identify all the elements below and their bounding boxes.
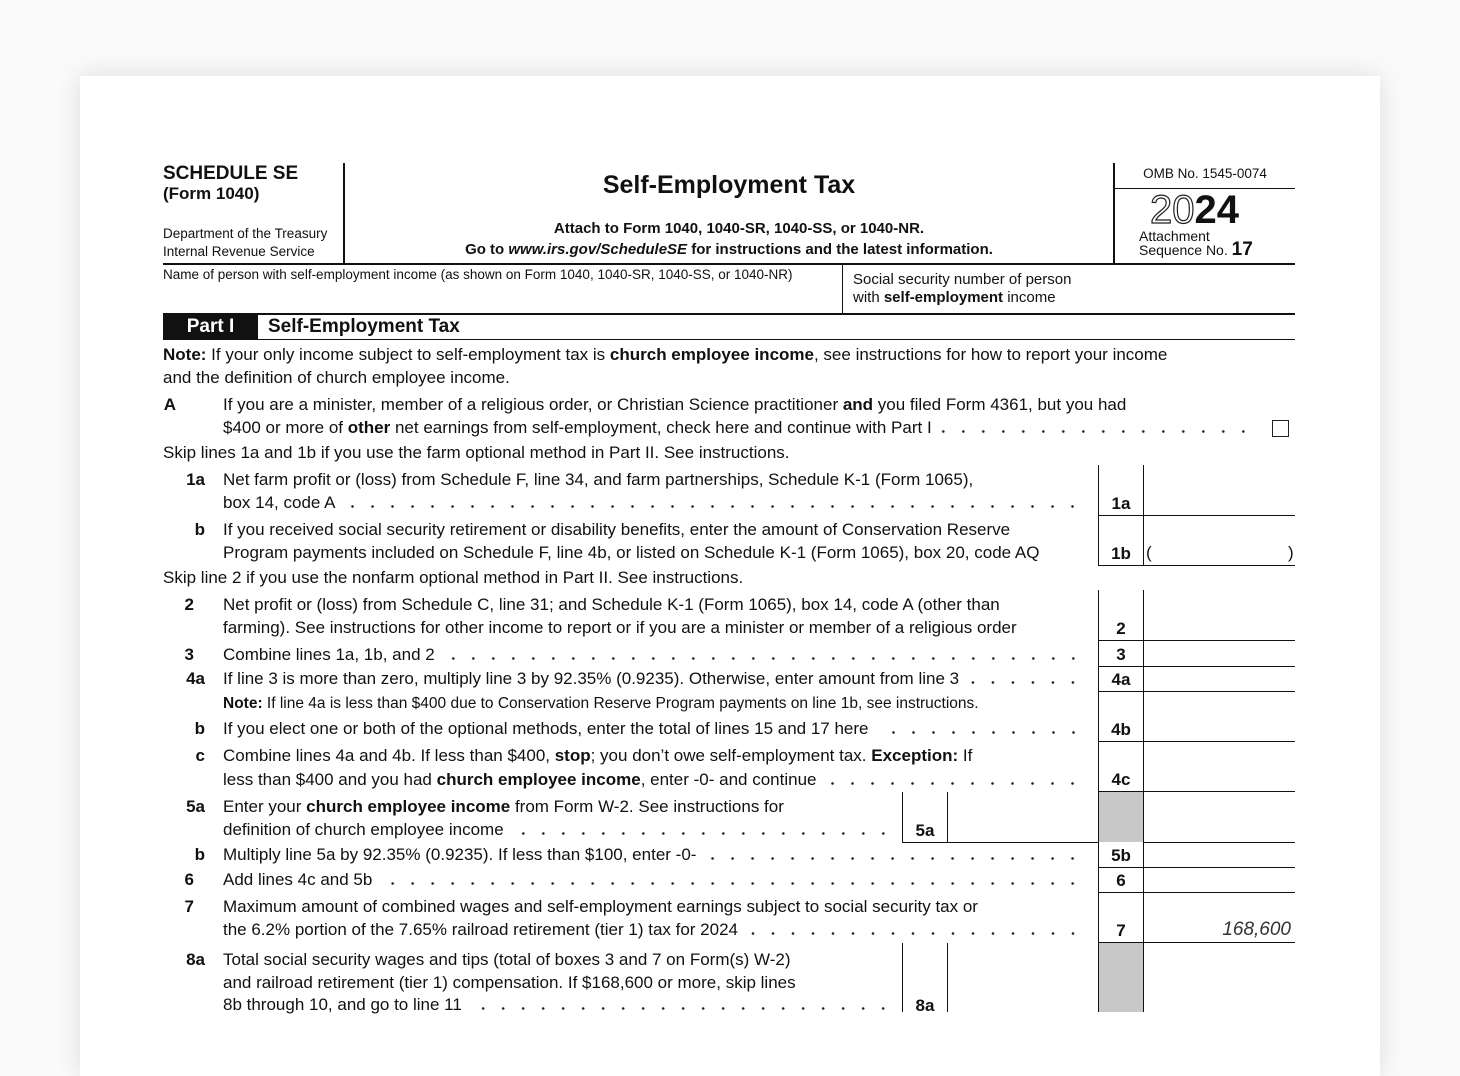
dot-leader (380, 882, 1083, 885)
open-paren: ( (1146, 543, 1152, 562)
line-text (223, 746, 972, 766)
dot-leader (443, 657, 1083, 660)
part-label: Part I (163, 315, 258, 339)
form-number: (Form 1040) (163, 184, 260, 203)
dot-leader (967, 681, 1083, 684)
line-2-input[interactable] (1145, 592, 1293, 639)
text-segment: church employee income (436, 770, 641, 789)
text-content (223, 595, 1000, 615)
line-label: 7 (1116, 921, 1126, 940)
omb-number: OMB No. 1545-0074 (1143, 166, 1267, 181)
dot-leader (746, 932, 1083, 935)
text-segment: and (842, 395, 874, 414)
text-content (223, 845, 696, 865)
text-segment: If line 3 is more than zero, multiply line 3 by 92.35% (0.9235). Otherwise, enter amount from line 3 (223, 669, 960, 688)
line-text (223, 493, 1083, 513)
text-segment: Enter your (223, 797, 307, 816)
line-number: 7 (184, 897, 194, 916)
line-4b-input[interactable] (1145, 693, 1293, 740)
text-segment: you filed Form 4361, but you had (873, 395, 1127, 414)
text-segment: farming). See instructions for other income to report or if you are a minister or member of a religious order (223, 618, 1017, 637)
text-content (223, 973, 796, 993)
text-content (223, 950, 791, 970)
text-segment: Exception: (871, 746, 959, 765)
sequence-label (1139, 239, 1253, 260)
text-segment: ; you don’t owe self-employment tax. (590, 746, 872, 765)
text-content (223, 470, 973, 490)
text-segment: church employee income (609, 345, 814, 364)
line-4a-input[interactable] (1145, 667, 1293, 690)
line-text (223, 618, 1017, 638)
text-segment: less than $400 and you had (223, 770, 437, 789)
line-number: b (194, 719, 205, 738)
year-bold: 24 (1194, 188, 1239, 232)
dot-leader (512, 832, 893, 835)
text-content (223, 493, 335, 513)
text-content (223, 995, 462, 1015)
text-segment: $400 or more of (223, 418, 348, 437)
line-number: 3 (184, 645, 194, 664)
dot-leader (877, 731, 1084, 734)
line-number: 5a (186, 797, 205, 816)
text-segment: Note: (163, 345, 207, 364)
text-segment: Note: (223, 695, 263, 712)
line-7-value: 168,600 (1222, 919, 1291, 940)
line-3-input[interactable] (1145, 642, 1293, 665)
line-4a-note (223, 695, 979, 713)
text-segment: If your only income subject to self-employment tax is (206, 345, 610, 364)
part-title: Self-Employment Tax (268, 316, 460, 337)
line-text (223, 595, 1000, 615)
year-outline: 20 (1150, 188, 1195, 232)
text-content (223, 797, 784, 817)
text-segment: and railroad retirement (tier 1) compensation. If $168,600 or more, skip lines (223, 973, 796, 992)
text-segment: Program payments included on Schedule F, line 4b, or listed on Schedule K-1 (Form 1065), box 20, code AQ (223, 543, 1040, 562)
text-segment: Maximum amount of combined wages and self-employment earnings subject to social security tax or (223, 897, 978, 916)
line-text (223, 470, 973, 490)
line-text (223, 770, 1083, 790)
dot-leader (470, 1007, 893, 1010)
name-field-label: Name of person with self-employment income (as shown on Form 1040, 1040-SR, 1040-SS, or 1040-NR) (163, 267, 793, 282)
text-segment: for instructions and the latest information. (687, 241, 993, 258)
dot-leader (343, 505, 1083, 508)
line-8a-input[interactable] (949, 945, 1096, 1012)
form-title: Self-Employment Tax (602, 171, 856, 199)
text-segment: Multiply line 5a by 92.35% (0.9235). If less than $100, enter -0- (223, 845, 697, 864)
text-segment: Net profit or (loss) from Schedule C, line 31; and Schedule K-1 (Form 1065), box 14, code A (other than (223, 595, 1000, 614)
line-5a-input[interactable] (949, 794, 1096, 841)
skip-text: Skip line 2 if you use the nonfarm optional method in Part II. See instructions. (163, 568, 744, 587)
text-segment: church employee income (306, 797, 511, 816)
instructions-link-text (345, 241, 1113, 259)
line-text (223, 669, 1083, 689)
text-segment: Add lines 4c and 5b (223, 870, 373, 889)
ssn-input[interactable] (1110, 270, 1295, 310)
line-text (223, 897, 978, 917)
text-segment: If you received social security retirement or disability benefits, enter the amount of Conservation Reserve (223, 520, 1011, 539)
sequence-text: Sequence No. (1139, 242, 1228, 258)
line-text (223, 520, 1010, 540)
line-label: 1a (1111, 494, 1131, 513)
skip-instruction (163, 443, 790, 463)
line-text (223, 870, 1083, 890)
line-text (223, 418, 1253, 438)
text-segment: self-employment (883, 289, 1004, 306)
text-segment: stop (554, 746, 591, 765)
line-6-input[interactable] (1145, 869, 1293, 891)
text-content (223, 920, 738, 940)
text-segment: Combine lines 4a and 4b. If less than $400, (223, 746, 555, 765)
line-label: 3 (1116, 645, 1126, 664)
ssn-label-line1: Social security number of person (853, 271, 1072, 288)
text-segment: with (853, 289, 884, 306)
line-text (223, 845, 1083, 865)
line-label: 4b (1111, 720, 1131, 739)
text-content (223, 645, 435, 665)
text-content (223, 543, 1039, 563)
line-number: 8a (186, 950, 205, 969)
agency: Internal Revenue Service (163, 244, 315, 259)
line-text (223, 920, 1083, 940)
skip-text: Skip lines 1a and 1b if you use the farm optional method in Part II. See instructions. (163, 443, 790, 462)
skip-instruction (163, 568, 743, 588)
note-line (163, 345, 1167, 365)
sequence-number: 17 (1231, 239, 1253, 260)
text-content (223, 719, 869, 739)
text-segment: If (958, 746, 973, 765)
line-text (223, 543, 1039, 563)
text-segment: Net farm profit or (loss) from Schedule F, line 34, and farm partnerships, Schedule K-1 (Form 1065), (223, 470, 974, 489)
line-number: 1a (186, 470, 205, 489)
line-number: c (195, 746, 205, 765)
line-label: 1b (1111, 544, 1131, 563)
dot-leader (824, 782, 1083, 785)
line-label: 5b (1111, 846, 1131, 865)
line-text (223, 645, 1083, 665)
line-label: 6 (1116, 871, 1126, 890)
text-content (223, 395, 1126, 415)
line-4c-input[interactable] (1145, 743, 1293, 790)
divider (163, 339, 1295, 340)
name-input[interactable] (163, 285, 841, 312)
ssn-label (853, 271, 1071, 307)
line-label: 4a (1111, 670, 1131, 689)
attach-instruction: Attach to Form 1040, 1040-SR, 1040-SS, or 1040-NR. (553, 220, 925, 237)
tax-year (1150, 189, 1239, 231)
text-segment: If you are a minister, member of a religious order, or Christian Science practitioner (223, 395, 843, 414)
line-text (223, 995, 893, 1015)
line-label: 2 (1116, 619, 1126, 638)
dot-leader (940, 430, 1253, 433)
line-1a-input[interactable] (1145, 470, 1293, 514)
text-segment: Combine lines 1a, 1b, and 2 (223, 645, 435, 664)
line-number: b (194, 520, 205, 539)
text-content (223, 870, 372, 890)
line-number: A (163, 395, 176, 414)
attachment-label: Attachment (1139, 228, 1210, 244)
line-label: 4c (1111, 770, 1131, 789)
line-1b-input[interactable] (1152, 520, 1286, 564)
text-segment: www.irs.gov/ScheduleSE (508, 241, 688, 258)
line-number: 4a (186, 669, 205, 688)
schedule-name: SCHEDULE SE (163, 163, 299, 184)
note-line (163, 368, 510, 388)
dot-leader (704, 857, 1083, 860)
divider (163, 263, 1295, 265)
text-segment: 8b through 10, and go to line 11 (223, 995, 462, 1014)
shaded-cell (1099, 792, 1143, 842)
shaded-cell (1099, 943, 1143, 1012)
note-text (163, 345, 1167, 365)
text-segment: net earnings from self-employment, check here and continue with Part I (390, 418, 932, 437)
department: Department of the Treasury (163, 226, 328, 241)
line-text (223, 820, 893, 840)
divider (842, 265, 843, 313)
line-number: 2 (184, 595, 194, 614)
text-content (223, 669, 959, 689)
text-content (223, 418, 932, 438)
line-number: b (194, 845, 205, 864)
line-text (223, 950, 791, 970)
ssn-label-line2 (853, 289, 1056, 306)
text-content (223, 520, 1010, 540)
text-segment: , see instructions for how to report your income (813, 345, 1168, 364)
line-text (223, 719, 1083, 739)
text-segment: and the definition of church employee income. (163, 368, 510, 387)
text-segment: box 14, code A (223, 493, 336, 512)
text-segment: from Form W-2. See instructions for (510, 797, 784, 816)
line-text (223, 973, 796, 993)
text-content (223, 897, 978, 917)
text-content (223, 770, 816, 790)
text-segment: definition of church employee income (223, 820, 504, 839)
line-text (223, 797, 784, 817)
text-segment: other (347, 418, 391, 437)
line-number: 6 (184, 870, 194, 889)
text-segment: , enter -0- and continue (640, 770, 817, 789)
close-paren: ) (1288, 543, 1294, 562)
text-content (223, 618, 1017, 638)
minister-checkbox[interactable] (1272, 420, 1289, 437)
line-text (223, 395, 1126, 415)
text-content (223, 746, 972, 766)
text-content (223, 820, 504, 840)
text-segment: If you elect one or both of the optional methods, enter the total of lines 15 and 17 here (223, 719, 869, 738)
note-text (163, 368, 510, 388)
line-label: 8a (915, 996, 935, 1015)
line-label: 5a (915, 821, 935, 840)
text-segment: If line 4a is less than $400 due to Conservation Reserve Program payments on line 1b, see instructions. (262, 695, 979, 712)
text-segment: Go to (465, 241, 509, 258)
text-segment: income (1003, 289, 1056, 306)
text-segment: the 6.2% portion of the 7.65% railroad retirement (tier 1) tax for 2024 (223, 920, 738, 939)
line-5b-input[interactable] (1145, 844, 1293, 866)
text-segment: Total social security wages and tips (total of boxes 3 and 7 on Form(s) W-2) (223, 950, 791, 969)
